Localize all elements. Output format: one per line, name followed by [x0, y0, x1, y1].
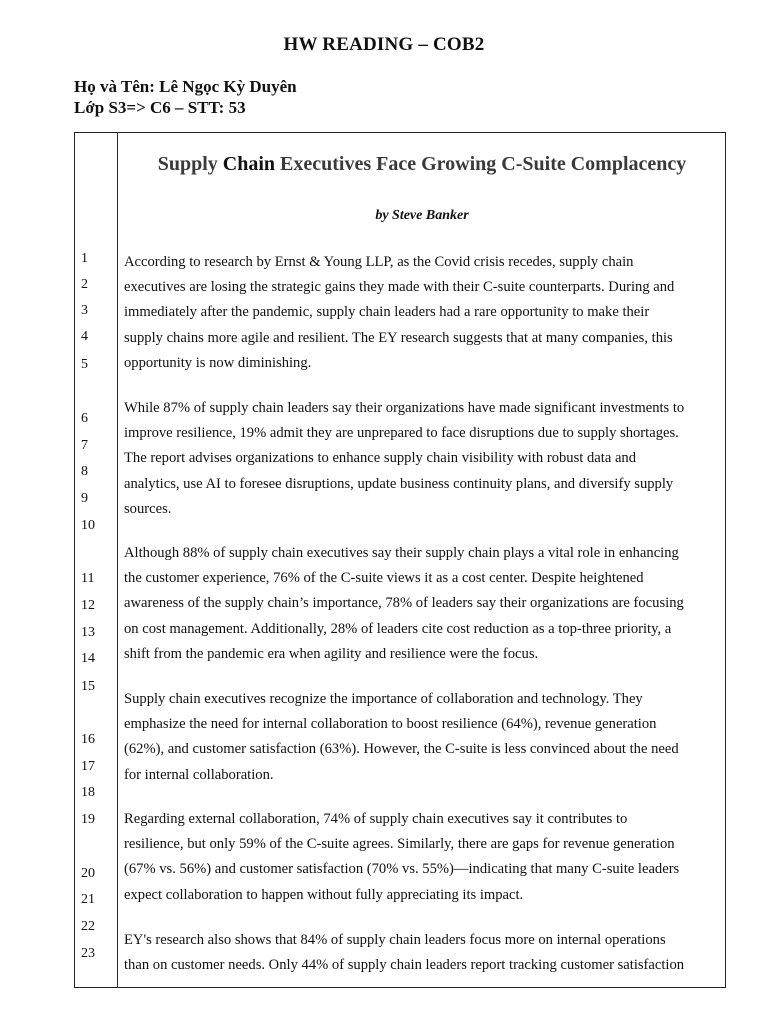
line-number: 10 — [81, 518, 95, 533]
line-number: 23 — [81, 946, 95, 961]
paragraph: EY's research also shows that 84% of supply chain leaders focus more on internal operations than on customer needs. Only 44% of supply chain leaders report tracking customer satisfaction — [124, 932, 685, 974]
column-divider — [117, 133, 118, 987]
line-number: 1 — [81, 251, 88, 266]
line-number: 18 — [81, 785, 95, 800]
student-class: Lớp S3=> C6 – STT: 53 — [74, 98, 246, 117]
line-number: 16 — [81, 732, 95, 747]
line-number: 20 — [81, 866, 95, 881]
line-number-column — [75, 133, 117, 987]
line-number: 5 — [81, 357, 88, 372]
line-number: 4 — [81, 329, 88, 344]
line-number: 3 — [81, 303, 88, 318]
line-number: 7 — [81, 438, 88, 453]
student-name: Họ và Tên: Lê Ngọc Kỳ Duyên — [74, 77, 297, 96]
line-number: 17 — [81, 759, 95, 774]
line-number: 15 — [81, 679, 95, 694]
line-number: 22 — [81, 919, 95, 934]
line-number: 9 — [81, 491, 88, 506]
line-number: 13 — [81, 625, 95, 640]
line-number: 19 — [81, 812, 95, 827]
article-byline: by Steve Banker — [375, 208, 469, 223]
article-title — [118, 153, 726, 176]
reading-frame — [74, 132, 726, 988]
line-number: 12 — [81, 598, 95, 613]
line-number: 6 — [81, 411, 88, 426]
line-number: 21 — [81, 892, 95, 907]
paragraph: Regarding external collaboration, 74% of supply chain executives say it contributes to resilience, but only 59% of the C-suite agrees. Similarly, there are gaps for revenue generation (67% vs. 56%) and customer satisfaction (70% vs. 55%)—indicating that many C-suite leaders expect collaboration to happen without fully appreciating its impact. — [124, 811, 680, 903]
paragraph: According to research by Ernst & Young LLP, as the Covid crisis recedes, supply chain executives are losing the strategic gains they made with their C-suite counterparts. During and immediately after the pandemic, supply chain leaders had a rare opportunity to make their supply chains more agile and resilient. The EY research suggests that at many companies, this opportunity is now diminishing. — [124, 254, 675, 371]
article-title-part: Supply — [157, 153, 223, 175]
line-number: 2 — [81, 277, 88, 292]
article-title-part: Chain — [222, 153, 276, 175]
paragraph: While 87% of supply chain leaders say their organizations have made significant investments to improve resilience, 19% admit they are unprepared to face disruptions due to supply shortages. The report advises organizations to enhance supply chain visibility with robust data and analytics, use AI to foresee disruptions, update business continuity plans, and diversify supply sources. — [124, 400, 685, 517]
article-title-part: Executives Face Growing C-Suite Complacency — [275, 153, 687, 175]
paragraph: Although 88% of supply chain executives say their supply chain plays a vital role in enhancing the customer experience, 76% of the C-suite views it as a cost center. Despite heightened awareness of the supply chain’s importance, 78% of leaders say their organizations are focusing on cost management. Additionally, 28% of leaders cite cost reduction as a top-three priority, a shift from the pandemic era when agility and resilience were the focus. — [124, 545, 684, 662]
line-number: 11 — [81, 571, 95, 586]
document-title: HW READING – COB2 — [283, 34, 485, 55]
line-number: 8 — [81, 464, 88, 479]
line-number: 14 — [81, 651, 95, 666]
paragraph: Supply chain executives recognize the importance of collaboration and technology. They emphasize the need for internal collaboration to boost resilience (64%), revenue generation (62%), and customer satisfaction (63%). However, the C-suite is less convinced about the need for internal collaboration. — [124, 691, 679, 783]
student-info — [74, 76, 297, 118]
